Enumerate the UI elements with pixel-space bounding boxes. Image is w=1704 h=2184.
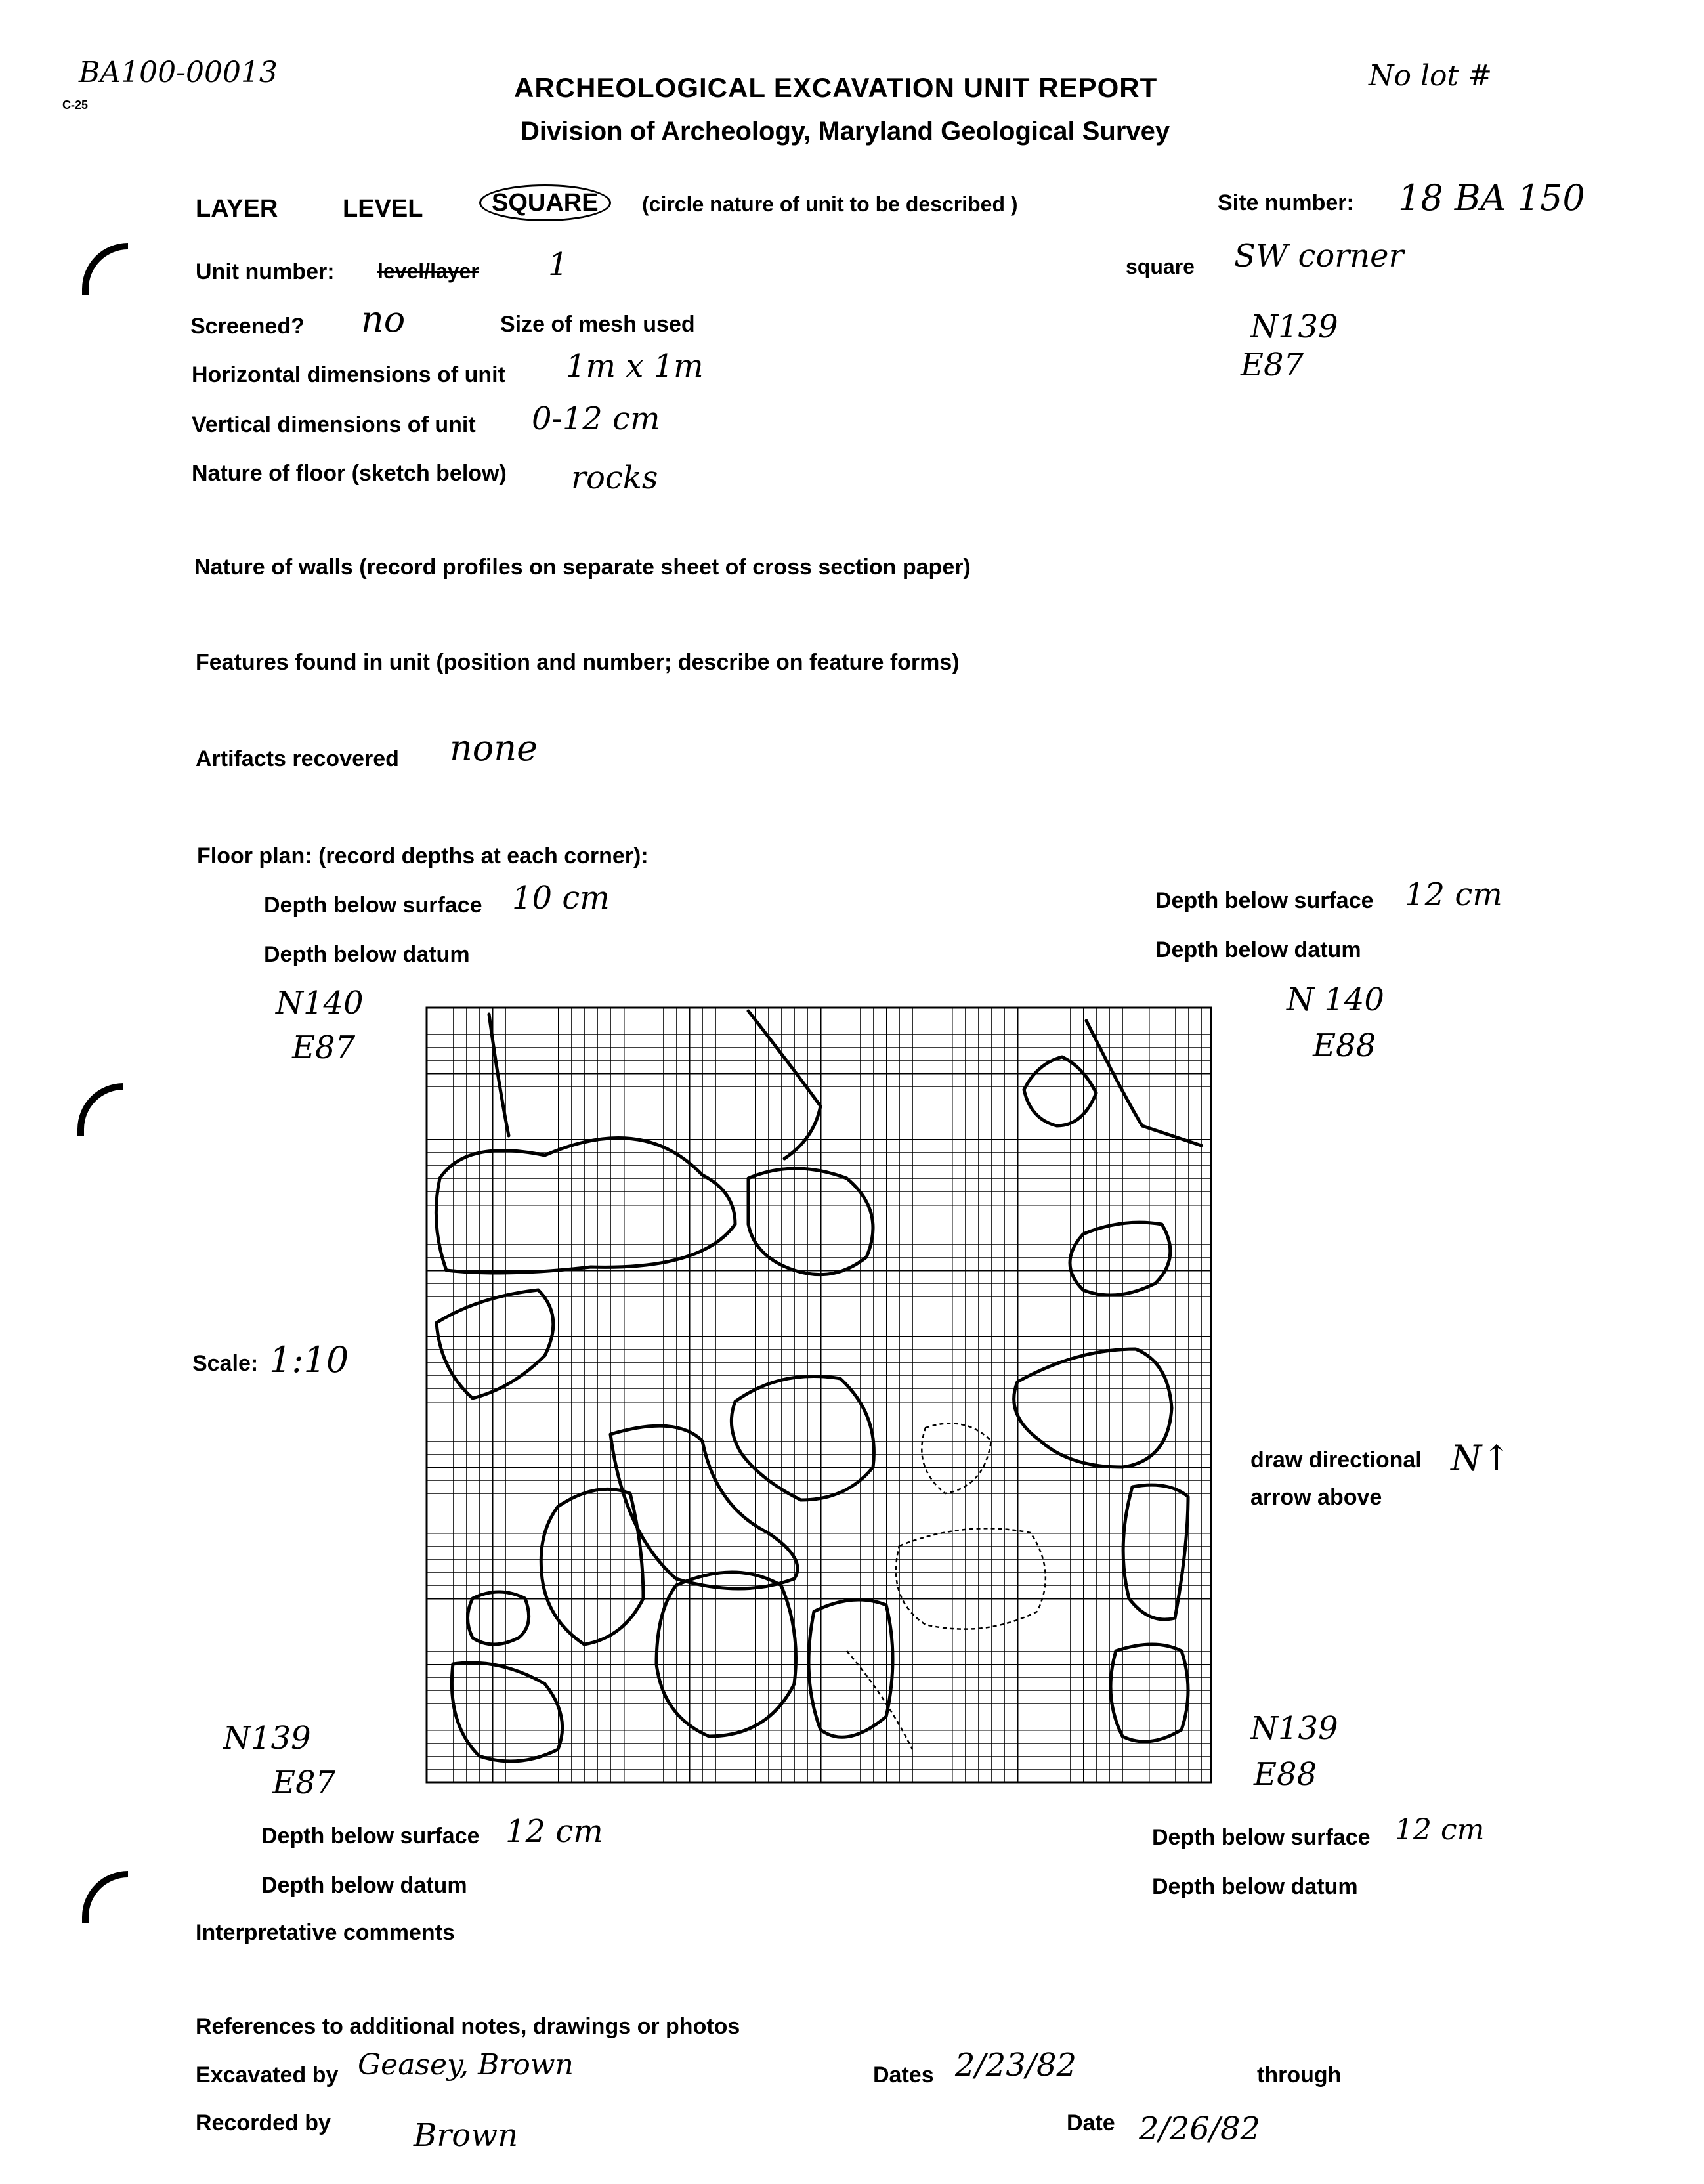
level-option: LEVEL <box>343 195 423 223</box>
scale-value: 1:10 <box>269 1339 349 1381</box>
bottom-right-surface-label: Depth below surface <box>1152 1825 1371 1850</box>
bottom-left-surface-label: Depth below surface <box>261 1824 480 1849</box>
recorded-by-label: Recorded by <box>196 2110 331 2135</box>
unit-number-value: 1 <box>548 246 568 283</box>
screened-label: Screened? <box>190 314 305 339</box>
through-label: through <box>1257 2063 1342 2088</box>
bottom-right-surface-value: 12 cm <box>1395 1813 1485 1847</box>
top-left-datum-label: Depth below datum <box>264 942 470 967</box>
hole-punch-mark <box>82 1871 128 1923</box>
bottom-left-datum-label: Depth below datum <box>261 1873 467 1898</box>
bottom-left-coord-n: N139 <box>223 1720 311 1757</box>
bottom-left-surface-value: 12 cm <box>505 1813 603 1850</box>
scale-label: Scale: <box>192 1351 259 1376</box>
excavated-by-label: Excavated by <box>196 2063 339 2088</box>
bottom-right-datum-label: Depth below datum <box>1152 1874 1358 1899</box>
layer-option: LAYER <box>196 195 278 223</box>
bottom-left-coord-e: E87 <box>272 1765 336 1801</box>
floor-plan-label: Floor plan: (record depths at each corner): <box>197 844 649 868</box>
dates-label: Dates <box>873 2063 934 2088</box>
square-value: SW corner <box>1234 238 1404 274</box>
square-option-selected <box>491 189 611 217</box>
lot-note: No lot # <box>1369 59 1493 93</box>
square-coord-n: N139 <box>1250 309 1338 345</box>
top-left-surface-label: Depth below surface <box>264 893 482 918</box>
comments-label: Interpretative comments <box>196 1920 455 1945</box>
direction-label-2: arrow above <box>1250 1485 1382 1510</box>
walls-nature-label: Nature of walls (record profiles on separate sheet of cross section paper) <box>194 555 971 580</box>
top-right-surface-label: Depth below surface <box>1155 888 1374 913</box>
features-label: Features found in unit (position and number; describe on feature forms) <box>196 650 960 675</box>
square-option-label: SQUARE <box>479 184 611 221</box>
artifacts-value: none <box>450 727 538 769</box>
vertical-dimensions-label: Vertical dimensions of unit <box>192 412 476 437</box>
top-right-coord-e: E88 <box>1313 1027 1376 1064</box>
floor-nature-value: rocks <box>571 460 658 496</box>
top-right-coord-n: N 140 <box>1287 981 1384 1018</box>
hole-punch-mark <box>82 243 128 295</box>
date-value: 2/26/82 <box>1139 2110 1261 2147</box>
site-number-label: Site number: <box>1218 190 1354 215</box>
grid-major-lines <box>427 1008 1211 1782</box>
site-number-value: 18 BA 150 <box>1398 177 1585 219</box>
screened-value: no <box>361 299 406 340</box>
square-label: square <box>1126 255 1195 278</box>
bottom-right-coord-n: N139 <box>1250 1710 1338 1747</box>
horizontal-dimensions-label: Horizontal dimensions of unit <box>192 362 505 387</box>
unit-number-label: Unit number: <box>196 259 335 284</box>
bottom-right-coord-e: E88 <box>1254 1756 1317 1793</box>
form-subtitle: Division of Archeology, Maryland Geological Survey <box>521 117 1170 146</box>
top-left-surface-value: 10 cm <box>512 880 610 916</box>
square-coord-e: E87 <box>1241 347 1304 383</box>
floor-nature-label: Nature of floor (sketch below) <box>192 461 507 486</box>
north-arrow <box>1451 1438 1512 1479</box>
references-label: References to additional notes, drawings or photos <box>196 2014 740 2039</box>
catalog-number: BA100-00013 <box>79 56 278 89</box>
recorded-by-value: Brown <box>414 2117 519 2154</box>
top-right-datum-label: Depth below datum <box>1155 937 1361 962</box>
form-code: C-25 <box>62 98 89 112</box>
top-right-surface-value: 12 cm <box>1405 876 1502 913</box>
unit-type-instruction: (circle nature of unit to be described ) <box>642 192 1018 216</box>
dates-value: 2/23/82 <box>955 2047 1077 2084</box>
artifacts-label: Artifacts recovered <box>196 746 399 771</box>
floor-plan-sketch <box>427 1008 1211 1782</box>
excavated-by-value: Geasey, Brown <box>358 2048 574 2082</box>
top-left-coord-n: N140 <box>276 985 364 1021</box>
vertical-dimensions-value: 0-12 cm <box>532 400 660 437</box>
horizontal-dimensions-value: 1m x 1m <box>566 348 704 385</box>
unit-number-struck-text: level/layer <box>377 259 479 283</box>
form-title: ARCHEOLOGICAL EXCAVATION UNIT REPORT <box>514 72 1158 103</box>
arrow-up-icon: ↑ <box>1481 1438 1512 1479</box>
north-arrow-letter: N <box>1451 1438 1482 1479</box>
direction-label-1: draw directional <box>1250 1447 1422 1472</box>
top-left-coord-e: E87 <box>292 1029 356 1066</box>
hole-punch-mark <box>77 1083 123 1136</box>
mesh-label: Size of mesh used <box>500 312 695 337</box>
date-label: Date <box>1067 2110 1115 2135</box>
